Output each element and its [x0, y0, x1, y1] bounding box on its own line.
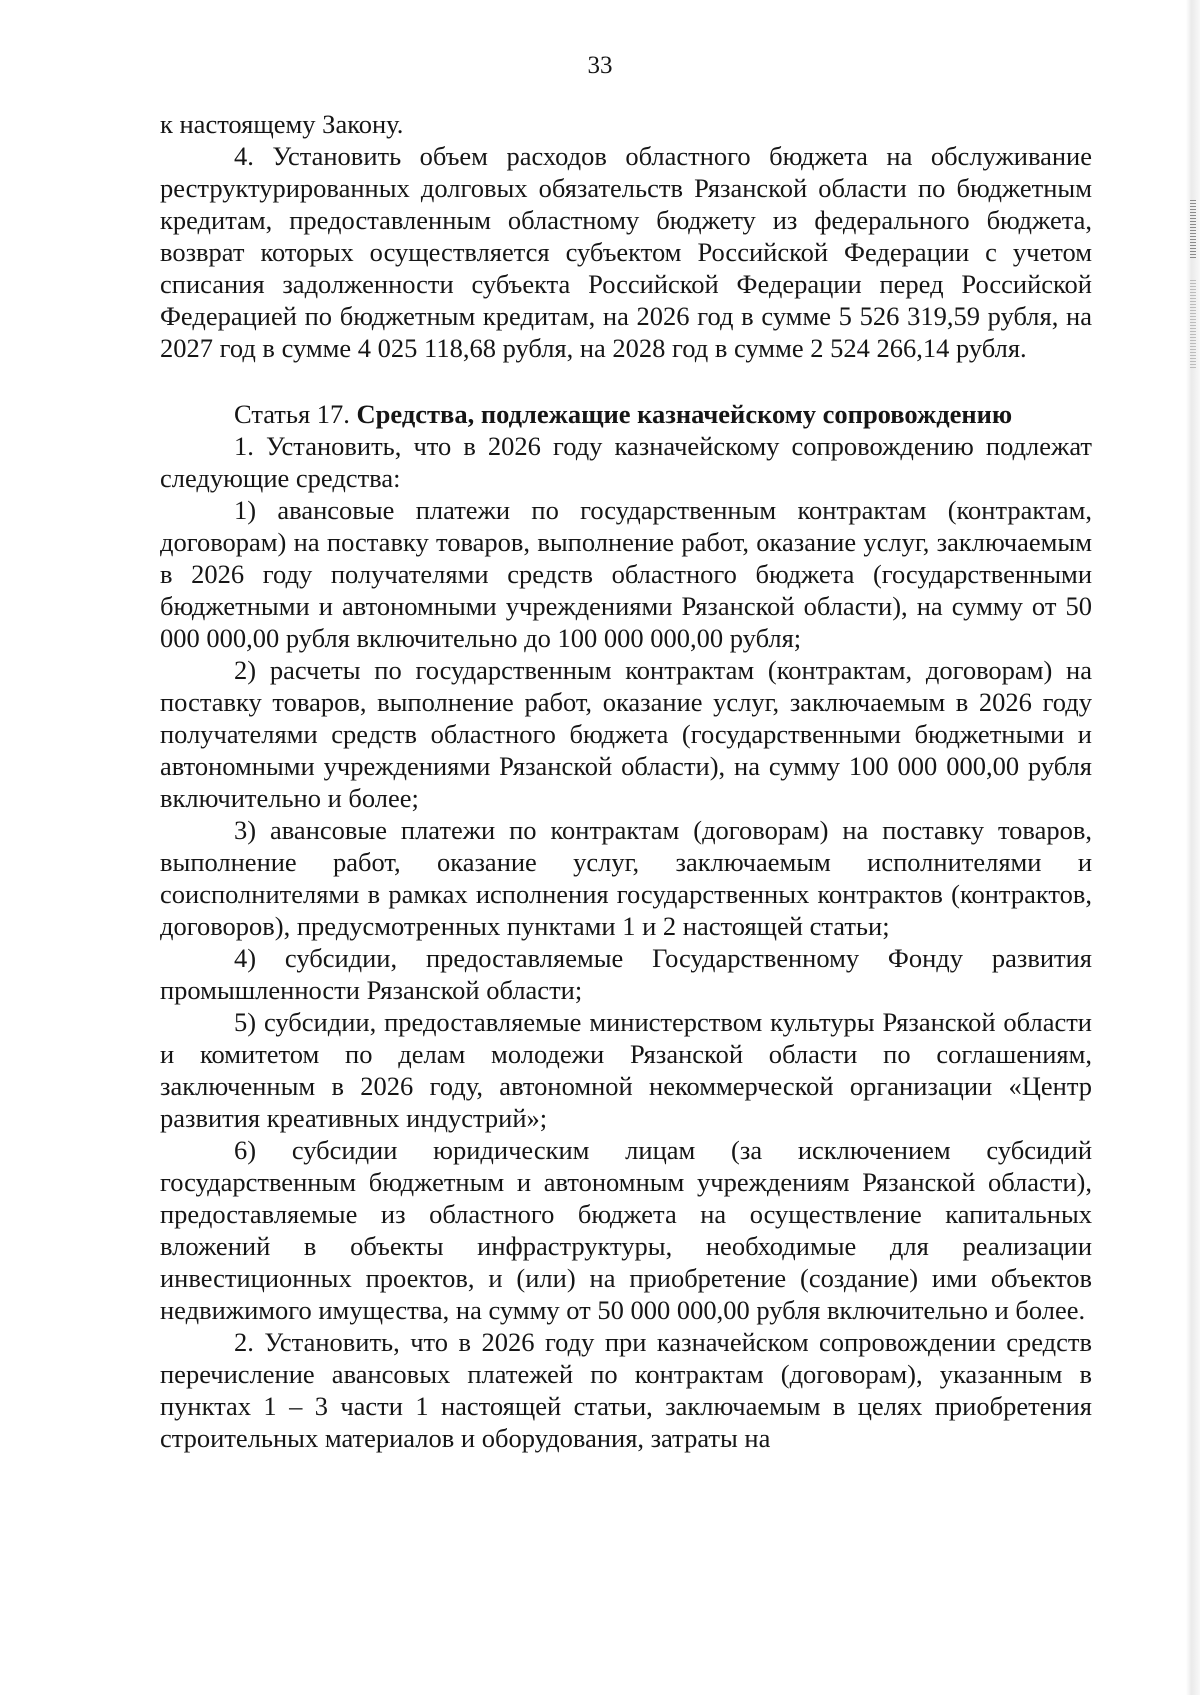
page-number: 33	[587, 52, 613, 79]
paragraph-item-4: 4. Установить объем расходов областного бюджета на обслуживание реструктурированных долговых обязательств Рязанской области по бюджетным кредитам, предоставленным областному бюджету из федерального бюджета, возврат которых осуществляется субъектом Российской Федерации с учетом списания задолженности субъекта Российской Федерации перед Российской Федерацией по бюджетным кредитам, на 2026 год в сумме 5 526 319,59 рубля, на 2027 год в сумме 4 025 118,68 рубля, на 2028 год в сумме 2 524 266,14 рубля.	[160, 141, 1092, 363]
paragraph-part-1: 1. Установить, что в 2026 году казначейскому сопровождению подлежат следующие средства:	[160, 431, 1092, 493]
document-body	[160, 108, 1092, 1454]
list-item-5: 5) субсидии, предоставляемые министерством культуры Рязанской области и комитетом по делам молодежи Рязанской области по соглашениям, заключенным в 2026 году, автономной некоммерческой организации «Центр развития креативных индустрий»;	[160, 1007, 1092, 1133]
list-item-3: 3) авансовые платежи по контрактам (договорам) на поставку товаров, выполнение работ, оказание услуг, заключаемым исполнителями и соисполнителями в рамках исполнения государственных контрактов (контрактов, договоров), предусмотренных пунктами 1 и 2 настоящей статьи;	[160, 815, 1092, 941]
paragraph-gap	[160, 364, 1092, 398]
paragraph-part-2: 2. Установить, что в 2026 году при казначейском сопровождении средств перечисление авансовых платежей по контрактам (договорам), указанным в пунктах 1 – 3 части 1 настоящей статьи, заключаемым в целях приобретения строительных материалов и оборудования, затраты на	[160, 1327, 1092, 1453]
article-number: Статья 17.	[234, 399, 357, 429]
paragraph-continuation: к настоящему Закону.	[160, 109, 404, 139]
scan-mark-artifact	[1190, 280, 1196, 370]
list-item-2: 2) расчеты по государственным контрактам (контрактам, договорам) на поставку товаров, выполнение работ, оказание услуг, заключаемым в 2026 году получателями средств областного бюджета (государственными бюджетными и автономными учреждениями Рязанской области), на сумму 100 000 000,00 рубля включительно и более;	[160, 655, 1092, 813]
list-item-4: 4) субсидии, предоставляемые Государственному Фонду развития промышленности Рязанской области;	[160, 943, 1092, 1005]
list-item-6: 6) субсидии юридическим лицам (за исключением субсидий государственным бюджетным и автономным учреждениям Рязанской области), предоставляемые из областного бюджета на осуществление капитальных вложений в объекты инфраструктуры, необходимые для реализации инвестиционных проектов, и (или) на приобретение (создание) ими объектов недвижимого имущества, на сумму от 50 000 000,00 рубля включительно и более.	[160, 1135, 1092, 1325]
scan-mark-artifact	[1190, 200, 1196, 260]
article-title: Средства, подлежащие казначейскому сопровождению	[356, 399, 1013, 429]
list-item-1: 1) авансовые платежи по государственным контрактам (контрактам, договорам) на поставку товаров, выполнение работ, оказание услуг, заключаемым в 2026 году получателями средств областного бюджета (государственными бюджетными и автономными учреждениями Рязанской области), на сумму от 50 000 000,00 рубля включительно до 100 000 000,00 рубля;	[160, 495, 1092, 653]
article-heading	[160, 398, 1092, 430]
